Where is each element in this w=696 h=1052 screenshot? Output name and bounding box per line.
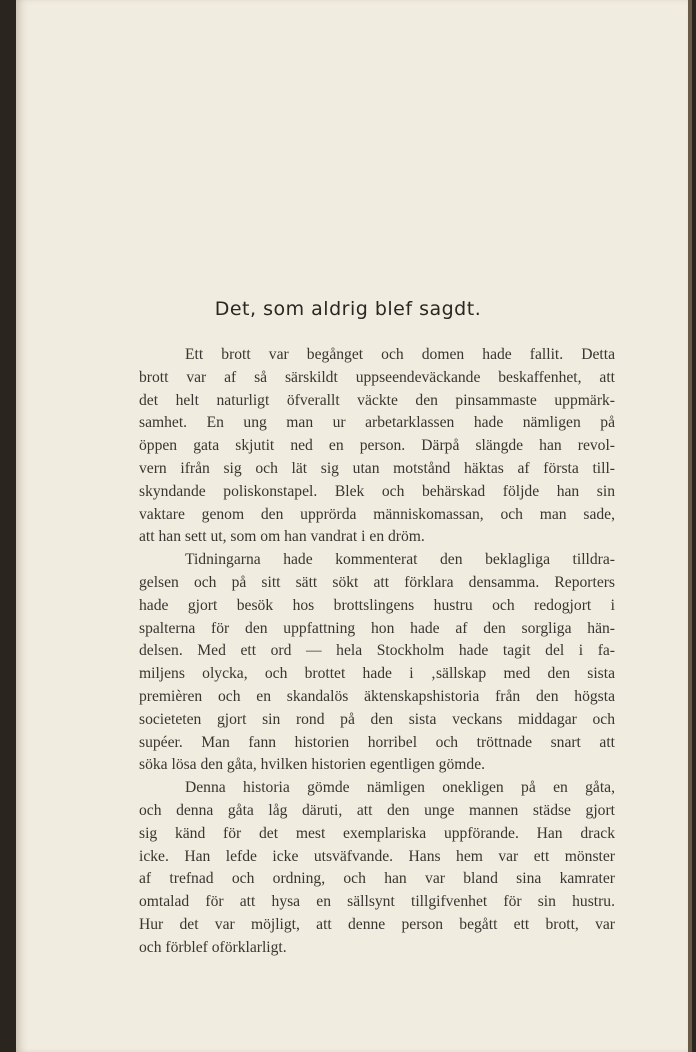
text-line: supéer. Man fann historien horribel och tröttnade snart att [139, 733, 615, 751]
text-line: premièren och en skandalös äktenskapshistoria från den högsta [139, 687, 615, 705]
text-line: hade gjort besök hos brottslingens hustru och redogjort i [139, 596, 615, 614]
text-line: icke. Han lefde icke utsväfvande. Hans hem var ett mönster [139, 847, 615, 865]
text-line: samhet. En ung man ur arbetarklassen hade nämligen på [139, 414, 615, 432]
text-line: söka lösa den gåta, hvilken historien egentligen gömde. [139, 756, 486, 774]
page-edge [688, 0, 692, 1052]
text-line: vaktare genom den upprörda människomassan, och man sade, [139, 505, 615, 523]
text-line: vern ifrån sig och lät sig utan motstånd häktas af första till- [139, 459, 615, 477]
text-line: sig känd för det mest exemplariska uppförande. Han drack [139, 824, 615, 842]
text-line: delsen. Med ett ord — hela Stockholm hade tagit del i fa- [139, 642, 615, 660]
text-line: Hur det var möjligt, att denne person begått ett brott, var [139, 915, 615, 933]
text-line: brott var af så särskildt uppseendeväckande beskaffenhet, att [139, 368, 615, 386]
text-line: omtalad för att hysa en sällsynt tillgifvenhet för sin hustru. [139, 893, 615, 911]
text-line: Denna historia gömde nämligen onekligen på en gåta, [185, 779, 615, 797]
text-line: att han sett ut, som om han vandrat i en dröm. [139, 528, 425, 546]
text-line: societeten gjort sin rond på den sista veckans middagar och [139, 710, 615, 728]
text-line: gelsen och på sitt sätt sökt att förklara densamma. Reporters [139, 573, 615, 591]
body-text [139, 344, 615, 960]
text-line: spalterna för den uppfattning hon hade af den sorgliga hän- [139, 619, 615, 637]
text-line: Tidningarna hade kommenterat den beklagliga tilldra- [185, 551, 615, 569]
text-line: skyndande poliskonstapel. Blek och behärskad följde han sin [139, 482, 615, 500]
text-line: och förblef oförklarligt. [139, 938, 287, 956]
text-line: och denna gåta låg däruti, att den unge mannen städse gjort [139, 801, 615, 819]
text-line: det helt naturligt öfverallt väckte den pinsammaste uppmärk- [139, 391, 615, 409]
text-line: miljens olycka, och brottet hade i ‚sällskap med den sista [139, 665, 615, 683]
text-line: af trefnad och ordning, och han var bland sina kamrater [139, 870, 615, 888]
chapter-title: Det, som aldrig blef sagdt. [214, 298, 482, 320]
text-line: öppen gata skjutit ned en person. Därpå slängde han revol- [139, 437, 615, 455]
text-line: Ett brott var begånget och domen hade fallit. Detta [185, 346, 615, 363]
